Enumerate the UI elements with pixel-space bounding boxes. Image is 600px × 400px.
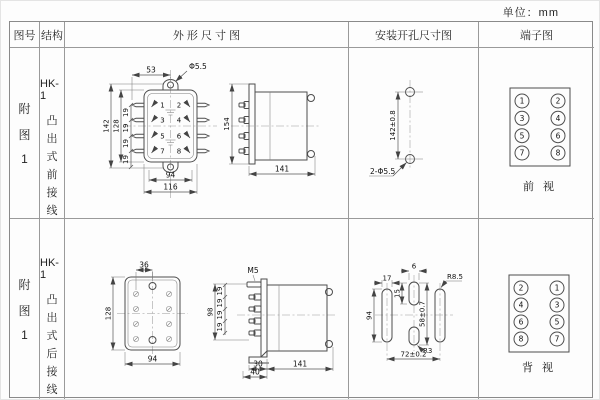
view-label-front: 前 视	[522, 181, 558, 193]
dim-98: 98	[206, 307, 215, 317]
col-header-outline: 外 形 尺 寸 图	[65, 22, 349, 48]
svg-text:3: 3	[519, 114, 525, 123]
row2-install-cell	[349, 219, 479, 399]
fig-no-char: 图	[18, 128, 31, 142]
dim-19: 19	[122, 108, 130, 117]
svg-text:7: 7	[554, 334, 560, 344]
dim-19: 19	[216, 286, 224, 296]
dim-19: 19	[122, 123, 130, 133]
dim-94: 94	[365, 311, 374, 320]
outline-drawing-front-wiring	[65, 48, 349, 219]
col-header-fig-no: 图号	[10, 22, 40, 48]
view-label-rear: 背 视	[521, 362, 557, 374]
dim-58-tol: 58±0.7	[418, 301, 427, 327]
dim-phi5-5: Φ5.5	[189, 62, 207, 71]
structure-chars: 凸 出 式 前 接 线	[46, 115, 58, 217]
outline-drawing-rear-wiring	[65, 219, 349, 399]
model-label: HK-1	[40, 257, 59, 281]
dim-19: 19	[216, 298, 224, 308]
row1-install-cell	[349, 48, 479, 219]
svg-text:1: 1	[519, 96, 525, 106]
fig-no	[10, 48, 39, 218]
dim-116: 116	[163, 182, 178, 192]
svg-text:8: 8	[518, 334, 524, 344]
dim-142: 142	[102, 119, 111, 133]
dim-19: 19	[216, 310, 224, 320]
row2-terminal-cell	[479, 219, 594, 399]
svg-text:2: 2	[518, 283, 524, 293]
relay-rear-face-view	[105, 261, 189, 367]
fig-no-char: 附	[18, 278, 31, 292]
side-terminal-studs	[239, 102, 249, 155]
dim-94: 94	[147, 354, 158, 364]
dim-40: 40	[250, 367, 260, 377]
model-label: HK-1	[40, 78, 59, 102]
dim-19: 19	[216, 322, 224, 332]
holes-label-2-phi5-5: 2-Φ5.5	[370, 167, 396, 176]
fig-no	[10, 219, 39, 399]
install-holes-rear-wiring	[349, 219, 479, 399]
terminal-circles	[514, 281, 564, 346]
svg-text:1: 1	[160, 101, 165, 110]
svg-text:7: 7	[519, 148, 525, 158]
fig-no-char: 图	[18, 304, 31, 318]
dim-19: 19	[122, 155, 130, 164]
install-holes-front-wiring	[349, 48, 479, 219]
relay-side-view	[223, 84, 321, 176]
dim-94: 94	[165, 170, 176, 180]
row2-outline-cell	[65, 219, 349, 399]
svg-text:3: 3	[160, 116, 165, 125]
dim-72-tol: 72±0.2	[400, 350, 427, 359]
svg-text:8: 8	[555, 148, 561, 158]
svg-text:6: 6	[518, 317, 524, 327]
col-header-terminal: 端子图	[479, 22, 594, 48]
relay-front-view	[103, 62, 218, 198]
svg-text:6: 6	[176, 132, 182, 141]
structure-text	[40, 219, 64, 399]
dim-128: 128	[112, 119, 121, 133]
svg-text:2: 2	[555, 96, 561, 106]
svg-text:5: 5	[519, 131, 525, 141]
fig-no-char: 1	[21, 152, 28, 166]
fig-no-char: 1	[21, 328, 28, 342]
dim-17: 17	[382, 274, 392, 283]
row1-terminal-cell	[479, 48, 594, 219]
dim-141: 141	[292, 359, 308, 369]
screw-label-m5: M5	[247, 266, 259, 275]
side-view-dimensions	[207, 283, 334, 379]
svg-text:5: 5	[160, 132, 165, 141]
row2-structure-cell	[40, 219, 65, 399]
fig-no-char: 附	[18, 102, 31, 116]
dim-6: 6	[411, 262, 417, 271]
radius-r3: R3	[423, 347, 433, 355]
row1-structure-cell	[40, 48, 65, 219]
structure-chars: 凸 出 式 后 接 线	[46, 294, 58, 396]
terminal-diagram-rear	[479, 219, 594, 399]
dim-36: 36	[139, 260, 149, 270]
col-header-structure: 结构	[40, 22, 65, 48]
terminal-diagram-front	[479, 48, 594, 219]
terminal-numbers	[160, 102, 182, 156]
relay-side-view-rear	[207, 266, 338, 379]
unit-label: 单位：mm	[502, 7, 559, 19]
svg-text:8: 8	[176, 147, 182, 156]
svg-text:7: 7	[160, 147, 165, 156]
terminal-circles	[515, 94, 565, 160]
dim-15: 15	[393, 289, 402, 298]
structure-text	[40, 48, 64, 218]
svg-text:4: 4	[518, 300, 524, 310]
side-view-dimensions	[223, 84, 315, 176]
svg-text:4: 4	[555, 114, 561, 123]
svg-text:3: 3	[554, 300, 560, 310]
col-header-install: 安装开孔尺寸图	[349, 22, 479, 48]
dim-142-tol: 142±0.8	[389, 110, 397, 141]
dim-30: 30	[253, 359, 263, 369]
row1-fig-no-cell	[10, 48, 40, 219]
row2-fig-no-cell	[10, 219, 40, 399]
svg-text:5: 5	[554, 317, 560, 327]
front-view-dimensions	[103, 62, 208, 194]
row1-outline-cell	[65, 48, 349, 219]
svg-text:6: 6	[555, 131, 561, 141]
svg-text:1: 1	[554, 283, 560, 293]
svg-text:2: 2	[176, 101, 182, 110]
dim-128: 128	[104, 306, 113, 321]
dim-154: 154	[223, 117, 231, 131]
dim-53: 53	[146, 65, 156, 75]
radius-r8-5: R8.5	[447, 273, 463, 281]
dimension-table	[9, 21, 593, 398]
dim-141: 141	[274, 164, 290, 174]
dim-19: 19	[122, 139, 130, 148]
svg-text:4: 4	[176, 116, 182, 125]
